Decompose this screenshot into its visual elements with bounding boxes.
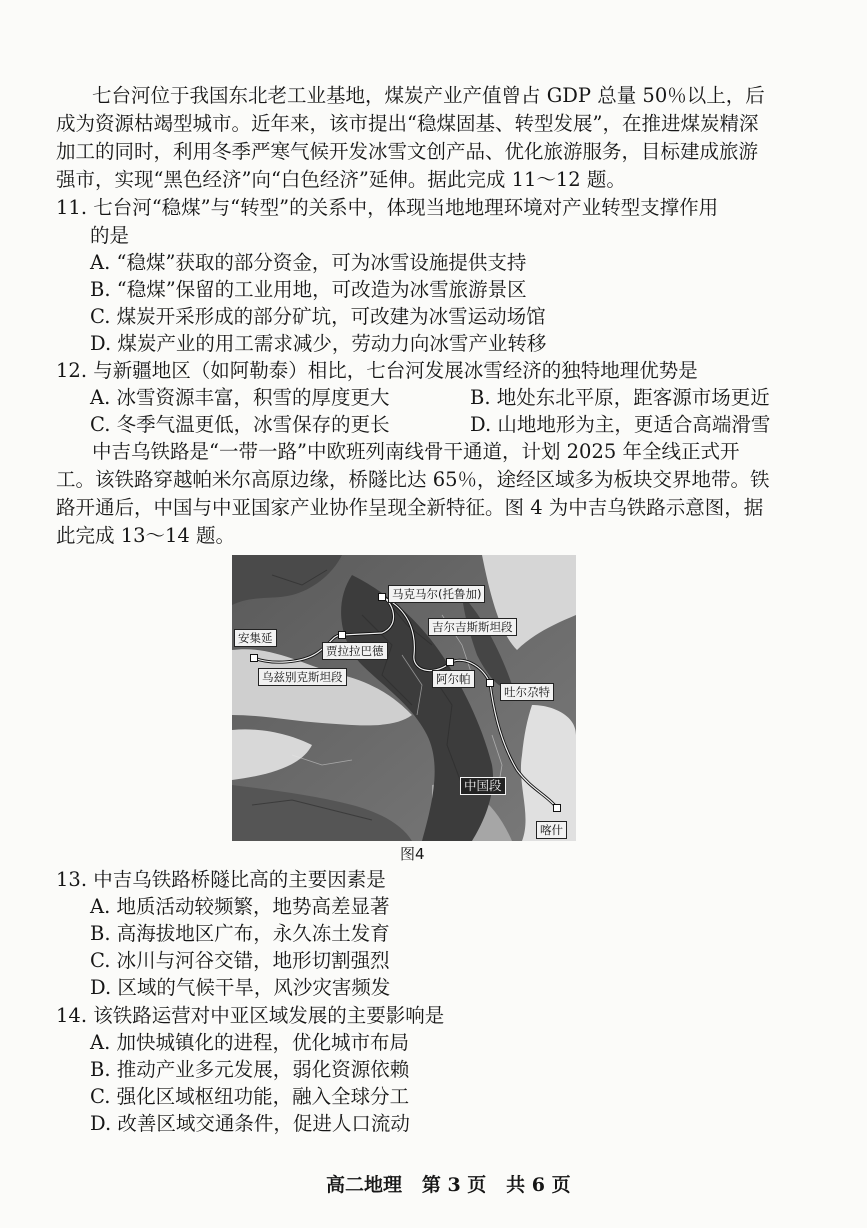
map-label-kashi: 喀什 <box>536 821 567 839</box>
q14-option-b: B. 推动产业多元发展，弱化资源依赖 <box>90 1058 410 1081</box>
station-makemaer <box>378 593 386 601</box>
q11-option-b: B. “稳煤”保留的工业用地，可改造为冰雪旅游景区 <box>90 278 527 301</box>
map-label-anjiyan: 安集延 <box>234 629 277 647</box>
map-label-china-section: 中国段 <box>460 777 506 795</box>
passage1-line-4: 强市，实现“黑色经济”向“白色经济”延伸。据此完成 11～12 题。 <box>56 168 626 191</box>
q12-option-b: B. 地处东北平原，距客源市场更近 <box>470 386 770 409</box>
q13-option-b: B. 高海拔地区广布，永久冻土发育 <box>90 922 390 945</box>
passage2-line-4: 此完成 13～14 题。 <box>56 524 236 547</box>
station-anjiyan <box>250 654 258 662</box>
question-13-stem: 13. 中吉乌铁路桥隧比高的主要因素是 <box>56 868 386 891</box>
station-torugart <box>486 679 494 687</box>
question-11-stem: 11. 七台河“稳煤”与“转型”的关系中，体现当地地理环境对产业转型支撑作用 <box>56 196 719 219</box>
q11-option-d: D. 煤炭产业的用工需求减少，劳动力向冰雪产业转移 <box>90 332 547 355</box>
passage2-line-3: 路开通后，中国与中亚国家产业协作呈现全新特征。图 4 为中吉乌铁路示意图，据 <box>56 496 764 519</box>
q13-option-d: D. 区域的气候干旱，风沙灾害频发 <box>90 976 391 999</box>
question-11-stem-cont: 的是 <box>90 224 130 247</box>
figure-caption: 图4 <box>400 845 425 863</box>
q14-option-a: A. 加快城镇化的进程，优化城市布局 <box>90 1031 409 1054</box>
passage1-line-1: 七台河位于我国东北老工业基地，煤炭产业产值曾占 GDP 总量 50％以上，后 <box>92 84 765 107</box>
question-14-stem: 14. 该铁路运营对中亚区域发展的主要影响是 <box>56 1004 445 1027</box>
q13-option-c: C. 冰川与河谷交错，地形切割强烈 <box>90 949 390 972</box>
map-label-uzbek-section: 乌兹别克斯坦段 <box>258 668 347 686</box>
map-label-torugart: 吐尔尕特 <box>500 683 554 701</box>
station-kashi <box>553 804 561 812</box>
map-label-makemaer: 马克马尔(托鲁加) <box>388 585 485 603</box>
question-12-stem: 12. 与新疆地区（如阿勒泰）相比，七台河发展冰雪经济的独特地理优势是 <box>56 359 698 382</box>
map-label-kyrgyz-section: 吉尔吉斯斯坦段 <box>428 618 517 636</box>
passage1-line-3: 加工的同时，利用冬季严寒气候开发冰雪文创产品、优化旅游服务，目标建成旅游 <box>56 140 759 163</box>
map-label-arpa: 阿尔帕 <box>432 670 475 688</box>
q14-option-d: D. 改善区域交通条件，促进人口流动 <box>90 1112 410 1135</box>
q13-option-a: A. 地质活动较频繁，地势高差显著 <box>90 895 390 918</box>
q12-option-a: A. 冰雪资源丰富，积雪的厚度更大 <box>90 386 390 409</box>
q11-option-c: C. 煤炭开采形成的部分矿坑，可改建为冰雪运动场馆 <box>90 305 546 328</box>
passage2-line-2: 工。该铁路穿越帕米尔高原边缘，桥隧比达 65％，途经区域多为板块交界地带。铁 <box>56 468 770 491</box>
page-footer: 高二地理 第 3 页 共 6 页 <box>326 1174 571 1196</box>
q12-option-d: D. 山地地形为主，更适合高端滑雪 <box>470 413 771 436</box>
map-label-jalalabad: 贾拉拉巴德 <box>322 642 388 660</box>
passage1-line-2: 成为资源枯竭型城市。近年来，该市提出“稳煤固基、转型发展”，在推进煤炭精深 <box>56 112 759 135</box>
railway-map <box>232 555 576 841</box>
passage2-line-1: 中吉乌铁路是“一带一路”中欧班列南线骨干通道，计划 2025 年全线正式开 <box>92 440 740 463</box>
q12-option-c: C. 冬季气温更低，冰雪保存的更长 <box>90 413 390 436</box>
q14-option-c: C. 强化区域枢纽功能，融入全球分工 <box>90 1085 410 1108</box>
station-jalalabad <box>338 631 346 639</box>
station-arpa <box>446 658 454 666</box>
q11-option-a: A. “稳煤”获取的部分资金，可为冰雪设施提供支持 <box>90 251 527 274</box>
